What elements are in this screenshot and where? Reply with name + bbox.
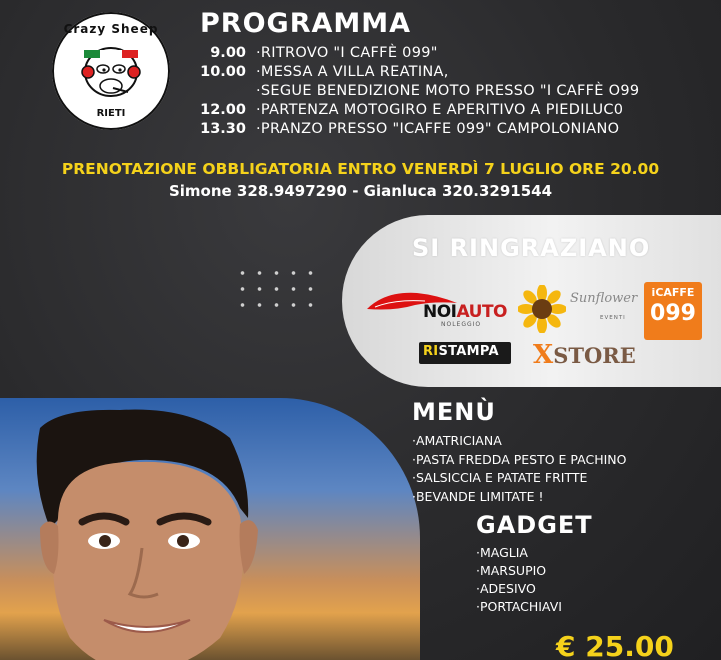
menu-item: ·SALSICCIA E PATATE FRITTE xyxy=(412,470,588,485)
sponsor-xstore-logo xyxy=(533,340,636,370)
gadget-title: GADGET xyxy=(476,511,593,539)
gadget-list xyxy=(476,544,562,616)
programma-time: 9.00 xyxy=(210,45,246,61)
programma-row xyxy=(194,101,714,120)
menu-list xyxy=(412,432,626,506)
contacts-line: Simone 328.9497290 - Gianluca 320.3291544 xyxy=(168,182,553,200)
sponsor-ristampa-logo xyxy=(419,342,511,364)
logo-bottom-text: RIETI xyxy=(96,108,126,119)
programma-row xyxy=(194,44,714,63)
programma-time: 13.30 xyxy=(200,121,246,137)
gadget-item: ·PORTACHIAVI xyxy=(476,599,562,614)
programma-row xyxy=(194,63,714,82)
crazy-sheep-logo xyxy=(52,12,170,130)
menu-item: ·BEVANDE LIMITATE ! xyxy=(412,488,544,504)
portrait-illustration xyxy=(0,398,420,660)
sponsor-noiauto-logo xyxy=(365,285,508,329)
xstore-text: STORE xyxy=(553,343,636,368)
prenotazione-notice: PRENOTAZIONE OBBLIGATORIA ENTRO VENERDÌ 7 LUGLIO ORE 20.00 xyxy=(61,160,660,178)
programma-text: ·MESSA A VILLA REATINA, xyxy=(256,64,449,80)
programma-title: PROGRAMMA xyxy=(200,8,412,39)
gadget-item: ·ADESIVO xyxy=(476,581,536,596)
gadget-item: ·MAGLIA xyxy=(476,545,528,560)
sponsor-icaffe-logo xyxy=(644,282,702,340)
decorative-dots xyxy=(234,265,324,319)
programma-text: ·PARTENZA MOTOGIRO E APERITIVO A PIEDILUC0 xyxy=(256,102,624,118)
programma-text: ·RITROVO "I CAFFÈ 099" xyxy=(256,45,438,61)
menu-item: ·AMATRICIANA xyxy=(412,433,502,448)
programma-text: ·PRANZO PRESSO "ICAFFE 099" CAMPOLONIANO xyxy=(256,121,620,137)
sheep-icon xyxy=(80,42,142,104)
menu-item: ·PASTA FREDDA PESTO E PACHINO xyxy=(412,451,627,467)
sponsor-sunflower-logo xyxy=(518,285,636,333)
noiauto-text: NOIAUTO xyxy=(423,302,508,322)
programma-row xyxy=(194,120,714,139)
programma-list xyxy=(194,44,714,139)
sunflower-text: Sunflower xyxy=(570,291,638,306)
programma-row xyxy=(194,82,714,101)
logo-top-text: Crazy Sheep xyxy=(63,22,159,36)
icaffe-number: 099 xyxy=(650,301,696,326)
programma-time: 10.00 xyxy=(200,64,246,80)
gadget-item: ·MARSUPIO xyxy=(476,563,547,578)
portrait-photo xyxy=(0,398,420,660)
programma-time xyxy=(194,82,256,101)
programma-text: ·SEGUE BENEDIZIONE MOTO PRESSO "I CAFFÈ O99 xyxy=(256,83,640,99)
sunflower-subtext: EVENTI xyxy=(600,315,626,321)
price-tag: € 25.00 xyxy=(556,630,674,660)
ristampa-text: RISTAMPA xyxy=(423,344,499,359)
noiauto-subtext: NOLEGGIO xyxy=(441,321,482,328)
sunflower-icon xyxy=(518,285,566,333)
icaffe-top-text: iCAFFE xyxy=(651,286,695,299)
sponsors-title: SI RINGRAZIANO xyxy=(412,234,651,262)
programma-time: 12.00 xyxy=(200,102,246,118)
xstore-x: X xyxy=(533,340,554,370)
menu-title: MENÙ xyxy=(412,398,496,426)
